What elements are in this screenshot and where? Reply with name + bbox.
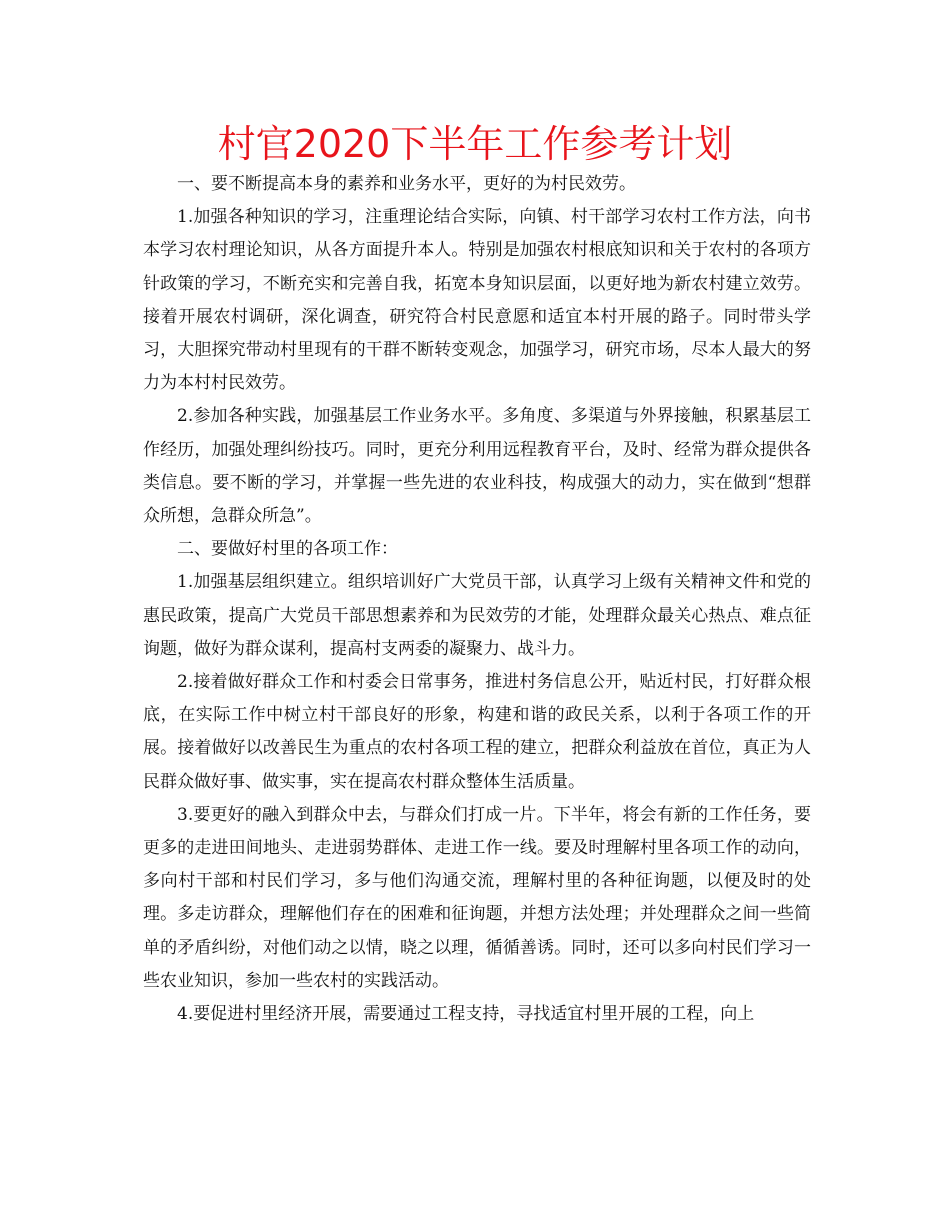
document-title: 村官2020下半年工作参考计划: [217, 122, 733, 166]
paragraph: 4.要促进村里经济开展，需要通过工程支持，寻找适宜村里开展的工程，向上: [177, 1004, 755, 1025]
document-body: [143, 168, 811, 1031]
paragraph: 2.接着做好群众工作和村委会日常事务，推进村务信息公开，贴近村民，打好群众根底，在实际工作中树立村干部良好的形象，构建和谐的政民关系，以利于各项工作的开展。接着做好以改善民生为重点的农村各项工程的建立，把群众利益放在首位，真正为人民群众做好事、做实事，实在提高农村群众整体生活质量。: [143, 672, 811, 792]
section-heading-1: 一、要不断提高本身的素养和业务水平，更好的为村民效劳。: [177, 174, 636, 194]
paragraph: 2.参加各种实践，加强基层工作业务水平。多角度、多渠道与外界接触，积累基层工作经历，加强处理纠纷技巧。同时，更充分利用远程教育平台，及时、经常为群众提供各类信息。要不断的学习，并掌握一些先进的农业科技，构成强大的动力，实在做到“想群众所想，急群众所急”。: [143, 406, 811, 527]
section-heading-2: 二、要做好村里的各项工作：: [177, 539, 398, 560]
paragraph: 1.加强各种知识的学习，注重理论结合实际，向镇、村干部学习农村工作方法，向书本学习农村理论知识，从各方面提升本人。特别是加强农村根底知识和关于农村的各项方针政策的学习，不断充实和完善自我，拓宽本身知识层面，以更好地为新农村建立效劳。接着开展农村调研，深化调查，研究符合村民意愿和适宜本村开展的路子。同时带头学习，大胆探究带动村里现有的干群不断转变观念，加强学习，研究市场，尽本人最大的努力为本村村民效劳。: [143, 207, 811, 394]
paragraph: 3.要更好的融入到群众中去，与群众们打成一片。下半年，将会有新的工作任务，要更多的走进田间地头、走进弱势群体、走进工作一线。要及时理解村里各项工作的动向，多向村干部和村民们学习，多与他们沟通交流，理解村里的各种征询题，以便及时的处理。多走访群众，理解他们存在的困难和征询题，并想方法处理；并处理群众之间一些简单的矛盾纠纷，对他们动之以情，晓之以理，循循善诱。同时，还可以多向村民们学习一些农业知识，参加一些农村的实践活动。: [143, 804, 811, 991]
paragraph: 1.加强基层组织建立。组织培训好广大党员干部，认真学习上级有关精神文件和党的惠民政策，提高广大党员干部思想素养和为民效劳的才能，处理群众最关心热点、难点征询题，做好为群众谋利，提高村支两委的凝聚力、战斗力。: [143, 572, 811, 659]
